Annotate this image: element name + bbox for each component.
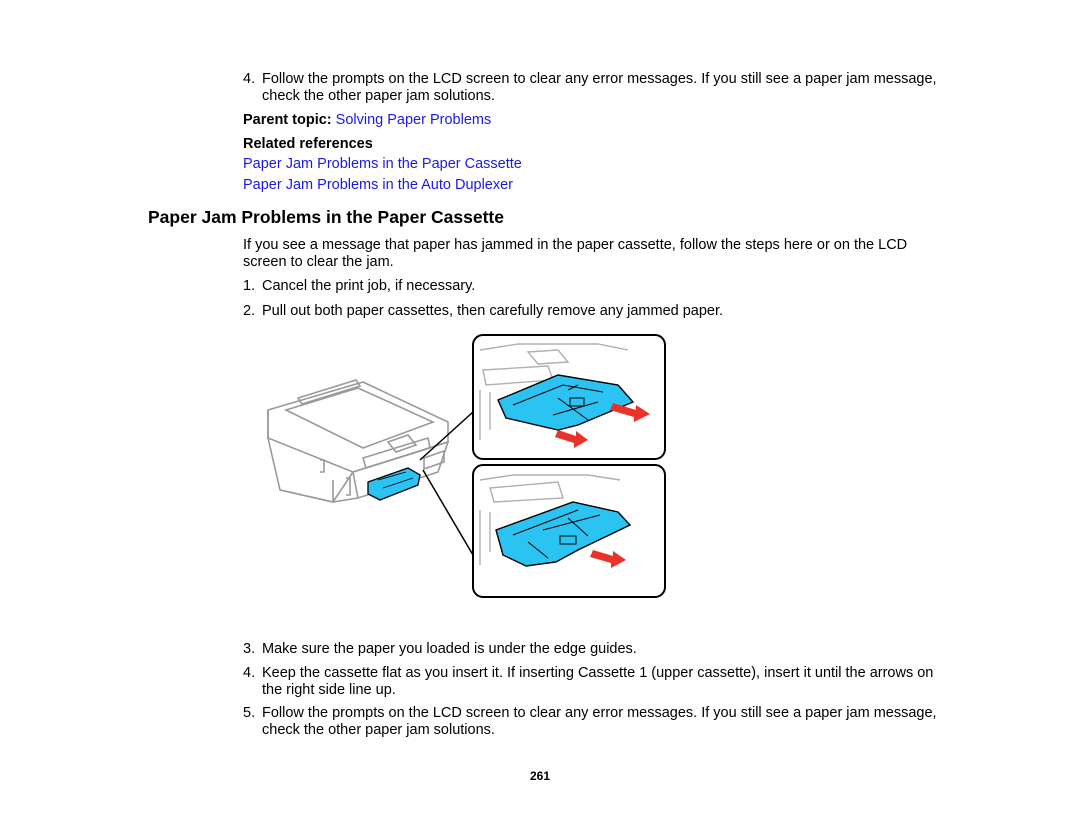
parent-topic [243, 112, 491, 129]
step-text: Follow the prompts on the LCD screen to clear any error messages. If you still see a paper jam message, check the other paper jam solutions. [262, 71, 937, 104]
step-4 [243, 665, 943, 699]
step-number: 3. [243, 641, 256, 657]
parent-topic-link[interactable]: Solving Paper Problems [335, 112, 492, 128]
paper-jam-illustration [258, 330, 678, 602]
step-1 [243, 278, 943, 295]
step-number: 4. [243, 71, 256, 87]
related-link-cassette[interactable]: Paper Jam Problems in the Paper Cassette [243, 156, 522, 172]
parent-topic-label: Parent topic: [243, 112, 332, 128]
inset-top [473, 335, 665, 459]
step-3 [243, 641, 943, 658]
related-references-heading: Related references [243, 136, 373, 152]
step-text: Keep the cassette flat as you insert it. If inserting Cassette 1 (upper cassette), insert it until the arrows on the right side line up. [262, 665, 934, 698]
step-text: Follow the prompts on the LCD screen to clear any error messages. If you still see a paper jam message, check the other paper jam solutions. [262, 705, 937, 738]
step-5 [243, 705, 943, 739]
step-number: 2. [243, 303, 256, 319]
inset-bottom [473, 465, 665, 597]
step-number: 1. [243, 278, 256, 294]
step-text: Make sure the paper you loaded is under the edge guides. [262, 641, 637, 657]
step-number: 4. [243, 665, 256, 681]
jammed-cassette-small [368, 468, 420, 500]
related-link-duplexer[interactable]: Paper Jam Problems in the Auto Duplexer [243, 177, 513, 193]
callout-line [423, 470, 473, 555]
step-number: 5. [243, 705, 256, 721]
section-title: Paper Jam Problems in the Paper Cassette [148, 207, 504, 227]
printer-drawing [268, 380, 448, 502]
step-4-top [243, 71, 943, 105]
page-number: 261 [529, 769, 551, 783]
step-text: Pull out both paper cassettes, then carefully remove any jammed paper. [262, 303, 724, 319]
section-intro: If you see a message that paper has jammed in the paper cassette, follow the steps here or on the LCD screen to clear the jam. [243, 237, 908, 270]
step-text: Cancel the print job, if necessary. [262, 278, 476, 294]
step-2 [243, 303, 943, 320]
